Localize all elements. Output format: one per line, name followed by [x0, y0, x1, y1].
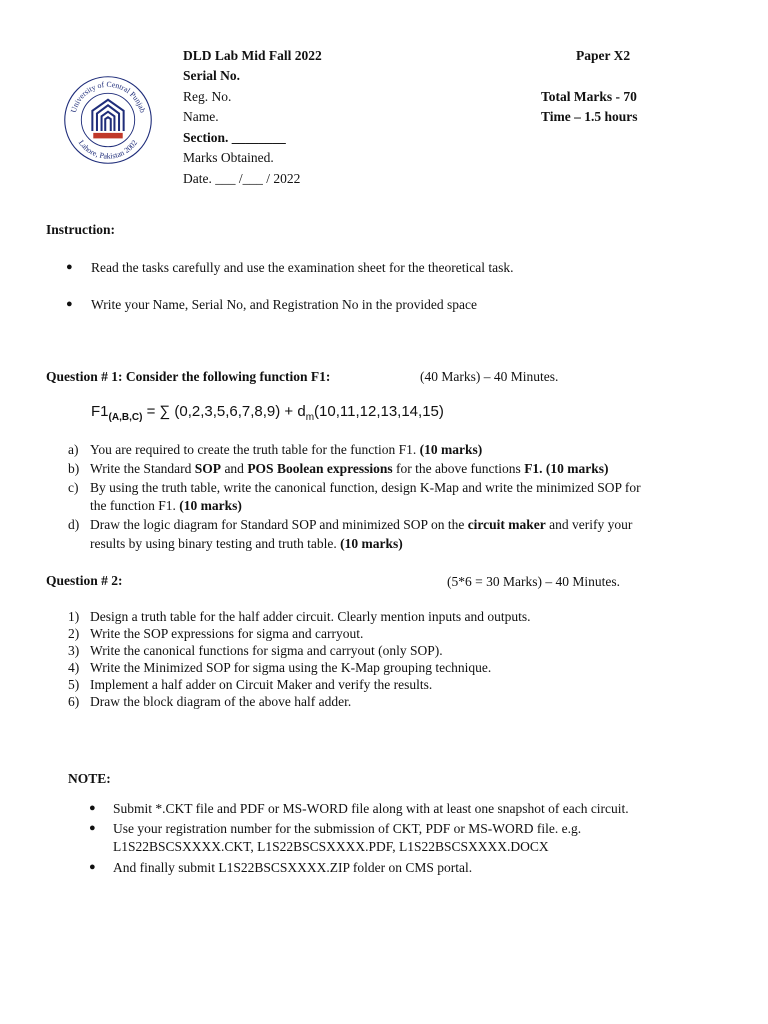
item-text-part: You are required to create the truth table for the function F1. [90, 442, 420, 457]
total-marks: Total Marks - 70 [541, 89, 637, 104]
item-text-part: for the above functions [392, 461, 525, 476]
marks-obtained-label: Marks Obtained. [183, 150, 274, 165]
formula-dontcares: (10,11,12,13,14,15) [314, 403, 444, 420]
item-marker: 3) [68, 643, 80, 658]
question-1-marks: (40 Marks) – 40 Minutes. [420, 369, 559, 384]
item-text-part: the function F1. [90, 498, 180, 513]
exam-title: DLD Lab Mid Fall 2022 [183, 48, 322, 63]
university-logo [62, 74, 154, 166]
question-2-heading: Question # 2: [46, 573, 123, 588]
logo-ring-text-top: University of Central Punjab [68, 79, 148, 114]
note-item: And finally submit L1S22BSCSXXXX.ZIP folder on CMS portal. [113, 860, 473, 875]
item-bold-circuit-maker: circuit maker [467, 517, 546, 532]
instruction-heading: Instruction: [46, 222, 116, 237]
item-text [90, 517, 632, 533]
item-marks: F1. (10 marks) [524, 461, 609, 476]
item-marks: (10 marks) [179, 498, 242, 513]
item-marker: d) [68, 517, 80, 532]
item-text: Write the canonical functions for sigma and carryout (only SOP). [90, 643, 443, 658]
formula-minterms: = ∑ (0,2,3,5,6,7,8,9) + d [142, 403, 306, 420]
name-label: Name. [183, 109, 219, 124]
reg-no-label: Reg. No. [183, 89, 232, 104]
formula-dontcare-subscript: m [305, 412, 315, 423]
item-marker: c) [68, 480, 79, 495]
item-text: Implement a half adder on Circuit Maker and verify the results. [90, 677, 433, 692]
note-item: Use your registration number for the submission of CKT, PDF or MS-WORD file. e.g. [113, 821, 582, 836]
item-marks: (10 marks) [419, 442, 483, 457]
item-marker: 5) [68, 677, 80, 692]
item-text-part: and [221, 461, 248, 476]
item-marker: a) [68, 442, 79, 457]
item-text: Design a truth table for the half adder circuit. Clearly mention inputs and outputs. [90, 609, 531, 624]
function-formula [91, 403, 444, 423]
question-2-marks: (5*6 = 30 Marks) – 40 Minutes. [447, 574, 620, 589]
svg-text:University of Central Punjab [69, 80, 147, 114]
item-marker: 2) [68, 626, 80, 641]
serial-no-label: Serial No. [183, 68, 240, 83]
logo-ring-text-bottom: Lahore, Pakistan 2002 [76, 138, 140, 161]
item-marker: 6) [68, 694, 80, 709]
formula-name: F1 [91, 403, 109, 420]
bullet-icon: ● [89, 861, 96, 873]
item-text-part: results by using binary testing and truth table. [90, 536, 341, 551]
item-text: Write the Minimized SOP for sigma using the K-Map grouping technique. [90, 660, 492, 675]
paper-code: Paper X2 [576, 48, 631, 63]
instruction-item: Write your Name, Serial No, and Registration No in the provided space [91, 297, 477, 312]
bullet-icon: ● [89, 802, 96, 814]
note-item-continued: L1S22BSCSXXXX.CKT, L1S22BSCSXXXX.PDF, L1S22BSCSXXXX.DOCX [113, 839, 549, 854]
item-text-part: Write the Standard [90, 461, 195, 476]
time-allowed: Time – 1.5 hours [541, 109, 638, 124]
note-item: Submit *.CKT file and PDF or MS-WORD file along with at least one snapshot of each circuit. [113, 801, 629, 816]
item-bold-pos: POS Boolean expressions [247, 461, 393, 476]
section-field: Section. ________ [183, 130, 286, 145]
bullet-icon: ● [66, 298, 73, 310]
item-text: Write the SOP expressions for sigma and carryout. [90, 626, 364, 641]
formula-subscript: (A,B,C) [108, 412, 143, 423]
item-marker: 1) [68, 609, 80, 624]
item-text [90, 536, 403, 552]
question-1-heading: Question # 1: Consider the following function F1: [46, 369, 331, 384]
bullet-icon: ● [66, 261, 73, 273]
item-text: By using the truth table, write the canonical function, design K-Map and write the minimized SOP for [90, 480, 641, 495]
note-heading: NOTE: [68, 771, 111, 786]
item-bold-sop: SOP [194, 461, 222, 476]
item-marker: b) [68, 461, 80, 476]
instruction-item: Read the tasks carefully and use the examination sheet for the theoretical task. [91, 260, 514, 275]
item-text [90, 461, 609, 477]
bullet-icon: ● [89, 822, 96, 834]
item-marker: 4) [68, 660, 80, 675]
item-text-part: and verify your [545, 517, 633, 532]
item-text [90, 442, 482, 458]
item-text-part: Draw the logic diagram for Standard SOP and minimized SOP on the [90, 517, 468, 532]
date-field: Date. ___ /___ / 2022 [183, 171, 301, 186]
item-marks: (10 marks) [340, 536, 403, 551]
item-text: Draw the block diagram of the above half adder. [90, 694, 352, 709]
item-text [90, 498, 242, 514]
